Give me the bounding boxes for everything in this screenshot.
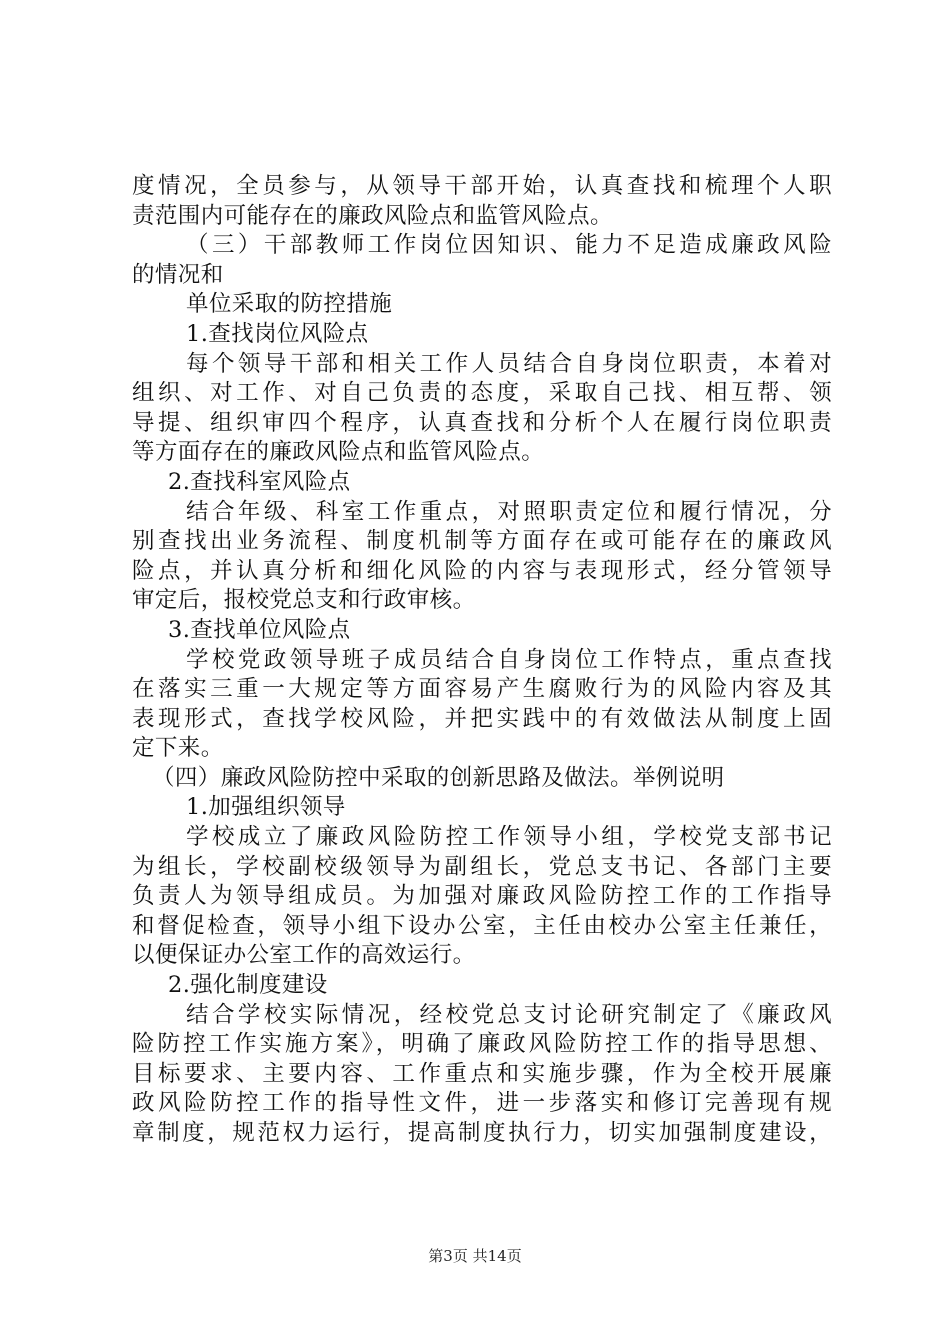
text-line: 学校党政领导班子成员结合自身岗位工作特点，重点查找 <box>186 646 832 673</box>
text-line: 以便保证办公室工作的高效运行。 <box>132 942 476 969</box>
text-line: 结合年级、科室工作重点，对照职责定位和履行情况，分 <box>186 498 832 525</box>
section-heading-4: （四）廉政风险防控中采取的创新思路及做法。举例说明 <box>152 764 725 791</box>
subheading: 2.查找科室风险点 <box>168 468 351 495</box>
text-line: 政风险防控工作的指导性文件，进一步落实和修订完善现有规 <box>132 1090 832 1117</box>
text-line: 导提、组织审四个程序，认真查找和分析个人在履行岗位职责 <box>132 409 832 436</box>
text-line: 单位采取的防控措施 <box>186 291 393 318</box>
page-number-footer: 第3页 共14页 <box>428 1247 522 1265</box>
text-line: 险点，并认真分析和细化风险的内容与表现形式，经分管领导 <box>132 557 832 584</box>
text-line: 定下来。 <box>132 735 224 762</box>
text-line: 学校成立了廉政风险防控工作领导小组，学校党支部书记 <box>186 824 832 851</box>
document-body <box>132 172 832 1149</box>
text-line: 别查找出业务流程、制度机制等方面存在或可能存在的廉政风 <box>132 528 832 555</box>
text-line: 组织、对工作、对自己负责的态度，采取自己找、相互帮、领 <box>132 380 832 407</box>
text-line: 目标要求、主要内容、工作重点和实施步骤，作为全校开展廉 <box>132 1060 832 1087</box>
text-line: 责范围内可能存在的廉政风险点和监管风险点。 <box>132 202 613 229</box>
section-heading-3: （三）干部教师工作岗位因知识、能力不足造成廉政风险 <box>186 232 832 259</box>
text-line: 表现形式，查找学校风险，并把实践中的有效做法从制度上固 <box>132 705 832 732</box>
text-line: 章制度，规范权力运行，提高制度执行力，切实加强制度建设， <box>132 1120 832 1146</box>
text-line: 负责人为领导组成员。为加强对廉政风险防控工作的工作指导 <box>132 883 832 910</box>
text-line: 在落实三重一大规定等方面容易产生腐败行为的风险内容及其 <box>132 676 832 703</box>
text-line: 和督促检查，领导小组下设办公室，主任由校办公室主任兼任， <box>132 912 832 939</box>
subheading: 1.查找岗位风险点 <box>186 320 369 347</box>
text-line: 险防控工作实施方案》，明确了廉政风险防控工作的指导思想、 <box>132 1031 832 1058</box>
subheading: 2.强化制度建设 <box>168 972 328 999</box>
text-line: 每个领导干部和相关工作人员结合自身岗位职责，本着对 <box>186 350 832 377</box>
subheading: 1.加强组织领导 <box>186 794 346 821</box>
text-line: 结合学校实际情况，经校党总支讨论研究制定了《廉政风 <box>186 1001 832 1028</box>
section-heading-3-cont: 的情况和 <box>132 261 224 288</box>
text-line: 度情况，全员参与，从领导干部开始，认真查找和梳理个人职 <box>132 173 832 199</box>
text-line: 为组长，学校副校级领导为副组长，党总支书记、各部门主要 <box>132 853 832 880</box>
text-line: 等方面存在的廉政风险点和监管风险点。 <box>132 439 545 466</box>
subheading: 3.查找单位风险点 <box>168 616 351 643</box>
text-line: 审定后，报校党总支和行政审核。 <box>132 587 476 614</box>
